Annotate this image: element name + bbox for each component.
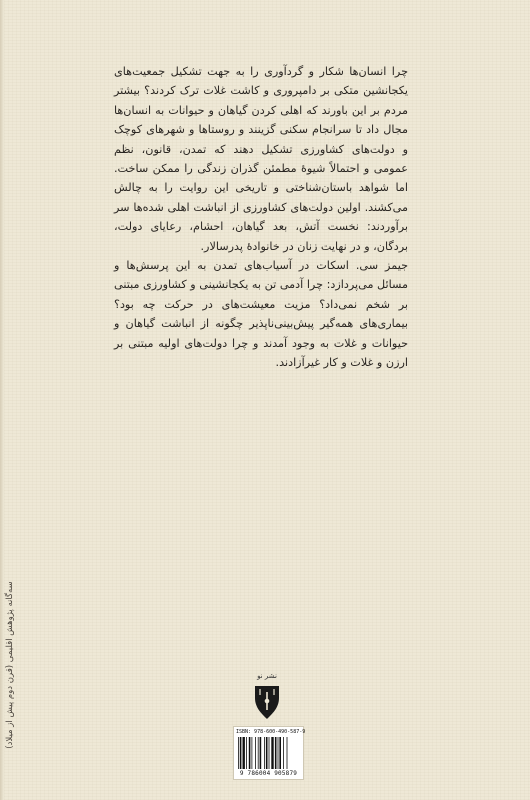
publisher-name: نشر نو <box>257 672 277 680</box>
blurb-paragraph-1: چرا انسان‌ها شکار و گردآوری را به جهت تشکیل جمعیت‌های یکجانشین متکی بر دامپروری و کاشت غلات ترک کردند؟ بیشتر مردم بر این باورند که اهلی کردن گیاهان و حیوانات به انسان‌ها مجال داد تا سرانجام سکنی گزینند و روستاها و شهرهای کوچک و دولت‌های کشاورزی تشکیل دهند که تمدن، قانون، نظم عمومی و احتمالاً شیوهٔ مطمئن گذران زندگی را ممکن ساخت. اما شواهد باستان‌شناختی و تاریخی این روایت را به چالش می‌کشند. اولین دولت‌های کشاورزی از انباشت اهلی شده‌ها سر برآوردند: نخست آتش، بعد گیاهان، احشام، رعایای دولت، بردگان، و در نهایت زنان در خانوادهٔ پدرسالار. <box>114 65 408 253</box>
barcode-bars-icon <box>238 737 299 769</box>
isbn-label: ISBN: 978-600-490-587-9 <box>236 729 306 735</box>
back-cover-blurb <box>114 62 408 373</box>
barcode-digits: 9 786004 905879 <box>239 770 298 777</box>
vertical-series-note <box>4 565 16 765</box>
series-note-text: سه‌گانه پژوهش اقلیمی (قرن دوم پیش از میلاد) <box>5 581 15 749</box>
pen-nib-logo-icon <box>252 684 282 720</box>
barcode <box>233 726 304 780</box>
blurb-paragraph-2: جیمز سی. اسکات در آسیاب‌های تمدن به این پرسش‌ها و مسائل می‌پردازد: چرا آدمی تن به یکجانشینی و کشاورزی مبتنی بر شخم نمی‌داد؟ مزیت معیشت‌های در حرکت چه بود؟ بیماری‌های همه‌گیر پیش‌بینی‌ناپذیر چگونه از انباشت گیاهان و حیوانات و غلات به وجود آمدند و چرا دولت‌های اولیه مبتنی بر ارزن و غلات و کار غیرآزادند. <box>114 259 408 370</box>
